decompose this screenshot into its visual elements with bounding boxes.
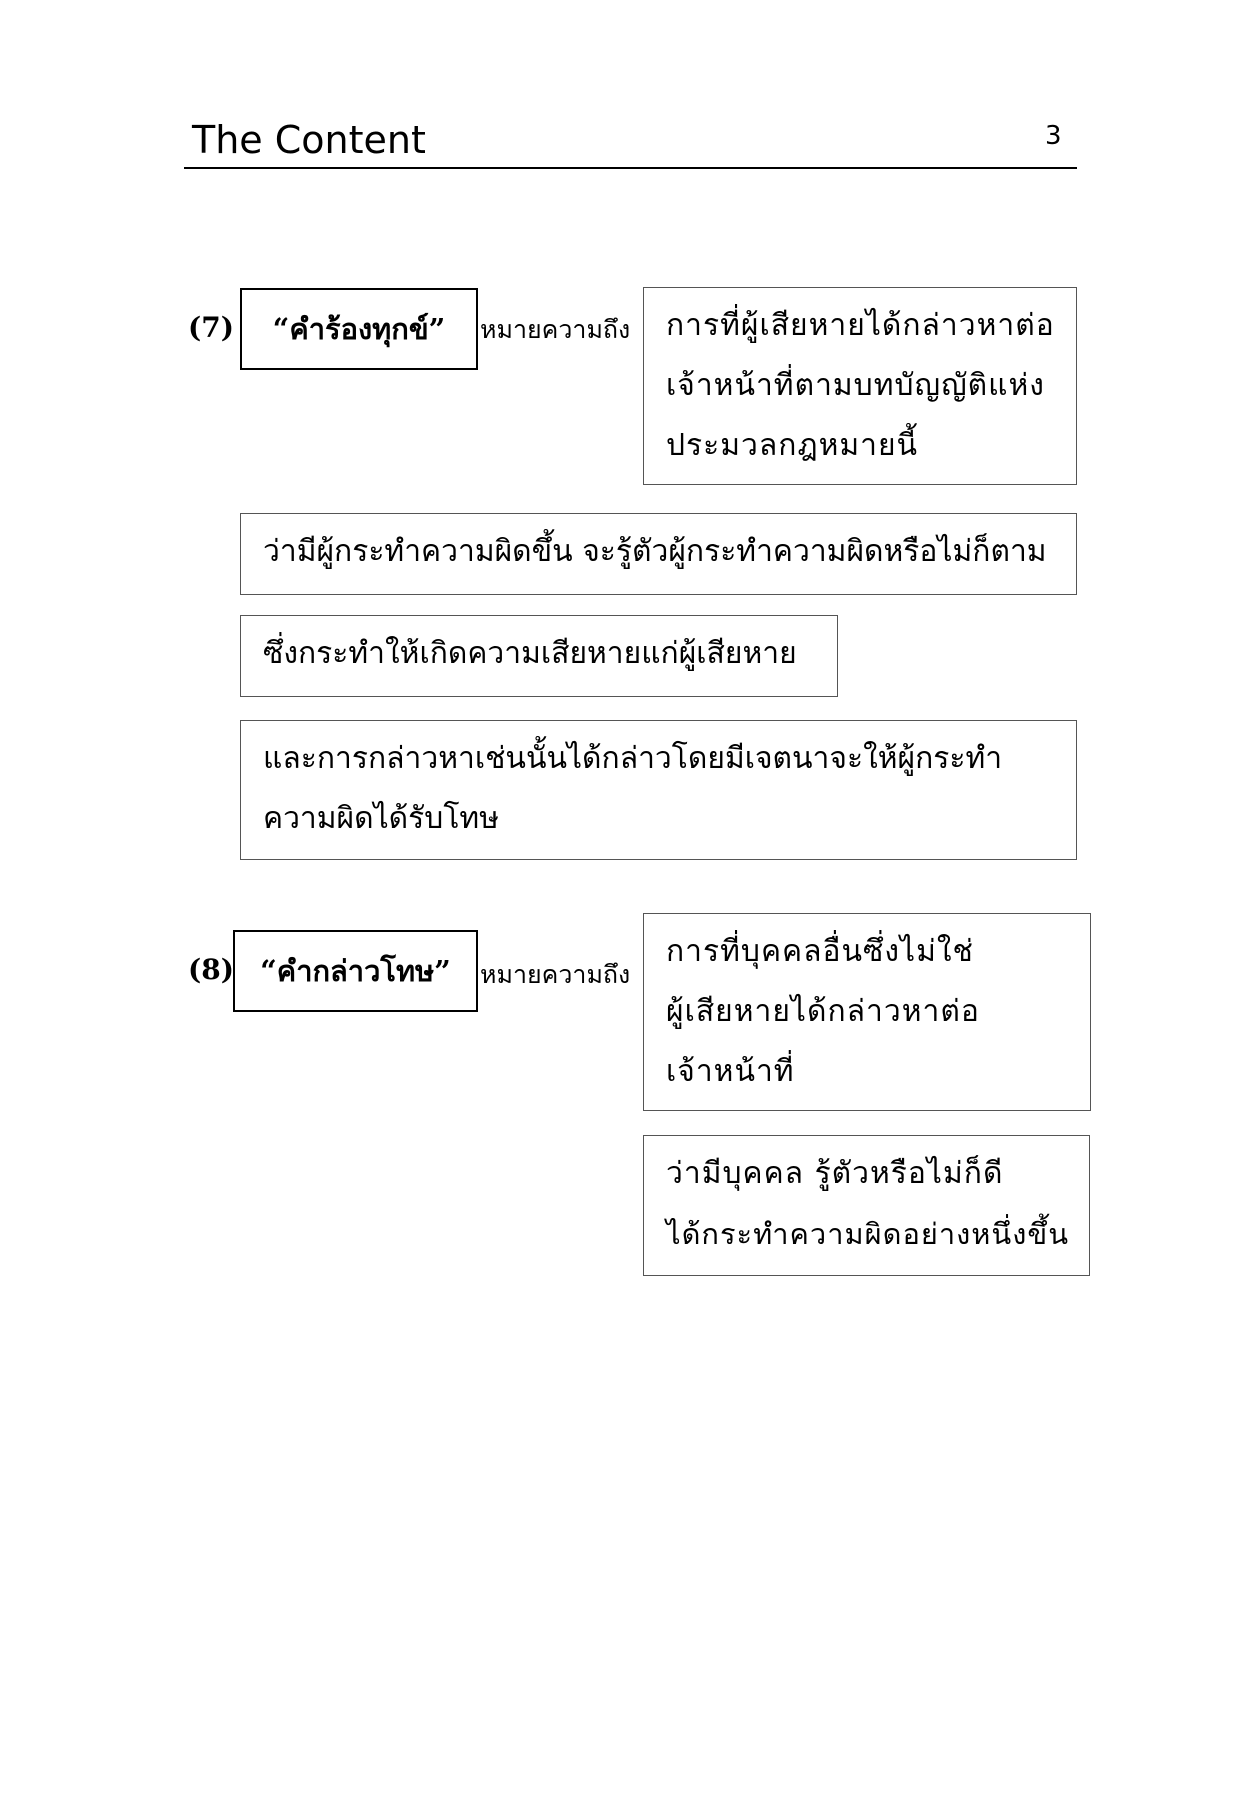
definition-line: ความผิดได้รับโทษ xyxy=(263,801,499,836)
definition-line: เจ้าหน้าที่ตามบทบัญญัติแห่ง xyxy=(666,368,1045,403)
definition-line: เจ้าหน้าที่ xyxy=(666,1054,795,1089)
definition-box xyxy=(240,720,1077,860)
definition-line: ว่ามีบุคคล รู้ตัวหรือไม่ก็ดี xyxy=(666,1156,1004,1191)
definition-line: ว่ามีผู้กระทำความผิดขึ้น จะรู้ตัวผู้กระทำความผิดหรือไม่ก็ตาม xyxy=(263,534,1047,569)
definition-box xyxy=(643,913,1091,1111)
definition-box xyxy=(240,513,1077,595)
definition-box xyxy=(643,287,1077,485)
item-number: (7) xyxy=(188,311,234,344)
means-label: หมายความถึง xyxy=(480,960,631,989)
page-number: 3 xyxy=(1045,121,1062,151)
definition-line: การที่บุคคลอื่นซึ่งไม่ใช่ xyxy=(666,934,974,969)
term-label: “คำกล่าวโทษ” xyxy=(260,954,451,988)
definition-line: การที่ผู้เสียหายได้กล่าวหาต่อ xyxy=(666,308,1055,343)
term-box xyxy=(233,930,478,1012)
definition-line: ได้กระทำความผิดอย่างหนึ่งขึ้น xyxy=(666,1217,1070,1251)
definition-line: และการกล่าวหาเช่นนั้นได้กล่าวโดยมีเจตนาจะให้ผู้กระทำ xyxy=(263,741,1003,776)
page-title: The Content xyxy=(192,118,426,162)
header-divider xyxy=(184,167,1077,169)
item-number: (8) xyxy=(188,953,234,986)
definition-line: ประมวลกฎหมายนี้ xyxy=(666,428,919,463)
term-box xyxy=(240,288,478,370)
definition-box xyxy=(240,615,838,697)
definition-line: ซึ่งกระทำให้เกิดความเสียหายแก่ผู้เสียหาย xyxy=(263,636,797,671)
definition-box xyxy=(643,1135,1090,1276)
term-label: “คำร้องทุกข์” xyxy=(272,312,446,346)
means-label: หมายความถึง xyxy=(480,315,631,344)
definition-line: ผู้เสียหายได้กล่าวหาต่อ xyxy=(666,994,980,1029)
